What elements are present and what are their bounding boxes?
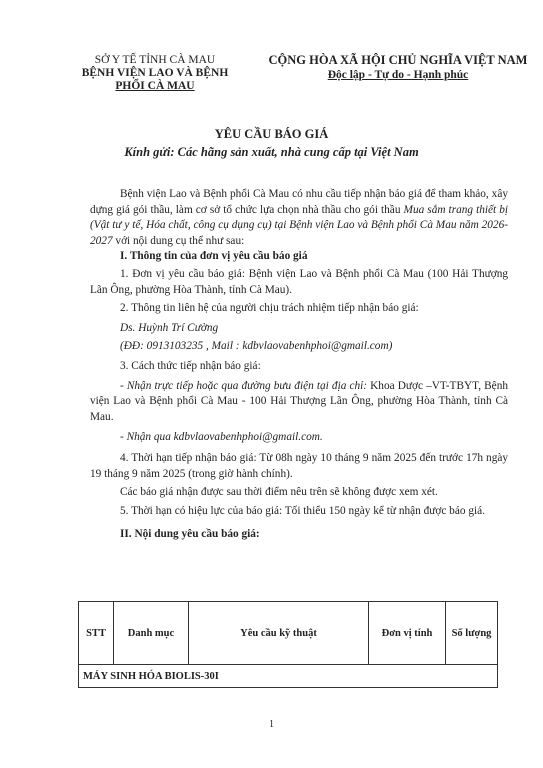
col-header-category: Danh mục: [114, 602, 189, 665]
direct-label: - Nhận trực tiếp hoặc qua đường bưu điện tại địa chỉ:: [120, 379, 368, 392]
contact-name: Ds. Huỳnh Trí Cường: [120, 321, 219, 334]
section-1-heading: I. Thông tin của đơn vị yêu cầu báo giá: [120, 250, 308, 263]
document-body: [90, 187, 508, 543]
national-motto-block: [268, 53, 528, 83]
document-title: YÊU CẦU BÁO GIÁ: [214, 127, 329, 141]
issuer-block: [70, 54, 240, 93]
recipient-line: Kính gửi: Các hãng sản xuất, nhà cung cấp tại Việt Nam: [124, 145, 419, 159]
col-header-quantity: Số lượng: [446, 602, 498, 665]
section-1-item-3: 3. Cách thức tiếp nhận báo giá:: [120, 359, 261, 372]
contact-info: (ĐĐ: 0913103235 , Mail : kdbvlaovabenhphoi@gmail.com): [120, 340, 393, 353]
country-name: CỘNG HÒA XÃ HỘI CHỦ NGHĨA VIỆT NAM: [268, 53, 528, 67]
section-1-item-2: 2. Thông tin liên hệ của người chịu trách nhiệm tiếp nhận báo giá:: [120, 302, 419, 315]
motto: Độc lập - Tự do - Hạnh phúc: [327, 69, 469, 81]
section-2-heading: II. Nội dung yêu cầu báo giá:: [120, 528, 260, 541]
section-1-item-4: 4. Thời hạn tiếp nhận báo giá: Từ 08h ngày 10 tháng 9 năm 2025 đến trước 17h ngày 19 tháng 9 năm 2025 (trong giờ hành chính).: [90, 451, 508, 480]
section-1-item-3-email: - Nhận qua kdbvlaovabenhphoi@gmail.com.: [120, 431, 323, 444]
group-row-label: MÁY SINH HÓA BIOLIS-30I: [79, 665, 498, 688]
section-1-item-5: 5. Thời hạn có hiệu lực của báo giá: Tối thiểu 150 ngày kể từ nhận được báo giá.: [120, 504, 485, 517]
page-number: 1: [269, 719, 274, 730]
table-header-row: [79, 602, 498, 665]
col-header-tech-req: Yêu cầu kỹ thuật: [189, 602, 369, 665]
col-header-unit: Đơn vị tính: [369, 602, 446, 665]
intro-tail: với nội dung cụ thể như sau:: [112, 234, 245, 247]
quotation-table: [78, 601, 498, 688]
issuer-hospital-line1: BỆNH VIỆN LAO VÀ BỆNH: [81, 67, 229, 79]
section-1-item-4-note: Các báo giá nhận được sau thời điểm nêu trên sẽ không được xem xét.: [120, 486, 438, 499]
issuer-department: SỞ Y TẾ TỈNH CÀ MAU: [94, 54, 216, 66]
package-name: Mua sắm trang thiết bị (Vật tư y tế, Hóa chất, công cụ dụng cụ) tại Bệnh viện Lao và Bệnh phổi Cà Mau năm 2026-2027: [90, 203, 509, 247]
issuer-hospital-line2: PHỔI CÀ MAU: [115, 80, 195, 92]
section-1-item-3-direct: [90, 379, 508, 426]
intro-paragraph: [90, 187, 508, 249]
section-1-item-1: 1. Đơn vị yêu cầu báo giá: Bệnh viện Lao và Bệnh phổi Cà Mau (100 Hải Thượng Lãn Ông, phường Hòa Thành, tỉnh Cà Mau).: [90, 267, 508, 296]
intro-text: Bệnh viện Lao và Bệnh phổi Cà Mau có nhu cầu tiếp nhận báo giá để tham khảo, xây dựng giá gói thầu, làm cơ sở tổ chức lựa chọn nhà thầu cho gói thầu: [90, 188, 508, 216]
direct-address: Khoa Dược –VT-TBYT, Bệnh viện Lao và Bệnh phổi Cà Mau - 100 Hải Thượng Lãn Ông, phường Hòa Thành, tỉnh Cà Mau.: [90, 379, 508, 423]
table-row: [79, 665, 498, 688]
col-header-stt: STT: [79, 602, 114, 665]
